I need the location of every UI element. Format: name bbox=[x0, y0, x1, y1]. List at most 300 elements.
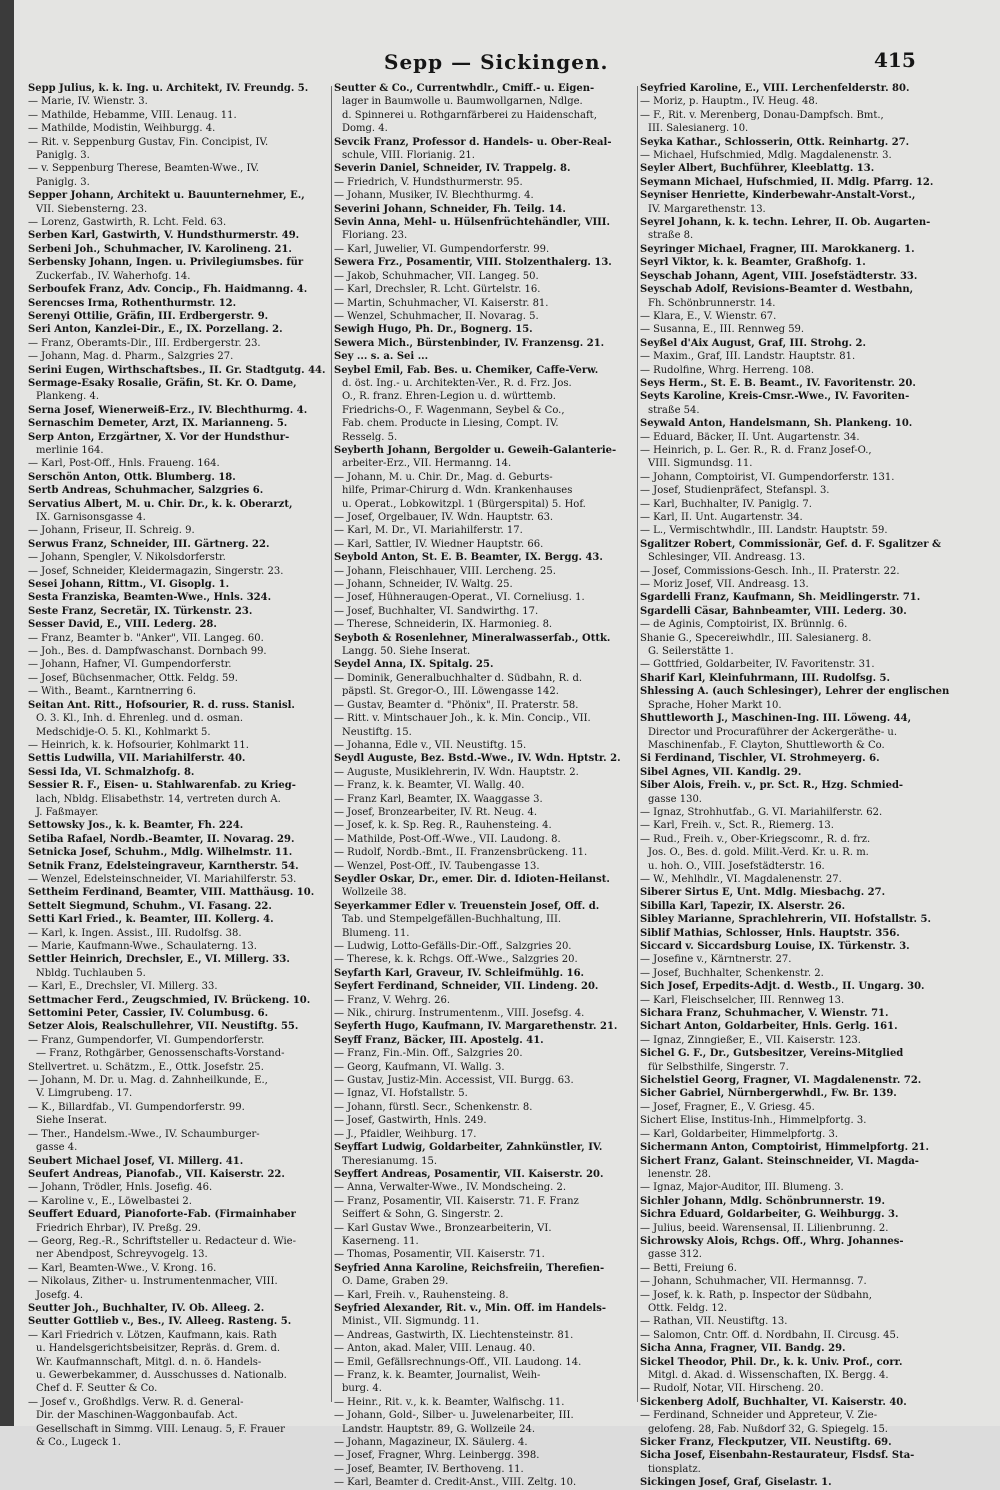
directory-entry: — L., Vermischtwhdlr., III. Landstr. Hauptstr. 59. bbox=[640, 525, 888, 537]
directory-entry: Setti Karl Fried., k. Beamter, III. Kollerg. 4. bbox=[28, 914, 274, 926]
directory-entry: u. Gewerbekammer, d. Ausschusses d. Nationalb. bbox=[36, 1370, 287, 1381]
directory-entry: — Mathilde, Modistin, Weihburgg. 4. bbox=[28, 123, 216, 135]
directory-entry: Fh. Schönbrunnerstr. 14. bbox=[648, 297, 776, 309]
directory-entry: Seutter Joh., Buchhalter, IV. Ob. Alleeg. 2. bbox=[28, 1302, 265, 1314]
directory-entry: Jos. O., Bes. d. gold. Milit.-Verd. Kr. u. R. m. bbox=[648, 847, 869, 859]
directory-entry: — Ritt. v. Mintschauer Joh., k. k. Min. Concip., VII. bbox=[334, 713, 591, 725]
directory-entry: Sertb Andreas, Schuhmacher, Salzgries 6. bbox=[28, 485, 264, 497]
column-divider bbox=[637, 86, 638, 1402]
directory-entry: Seri Anton, Kanzlei-Dir., E., IX. Porzellang. 2. bbox=[28, 324, 283, 336]
directory-entry: Sewera Mich., Bürstenbinder, IV. Franzensg. 21. bbox=[334, 337, 605, 349]
directory-entry: — Karl, k. Ingen. Assist., III. Rudolfsg. 38. bbox=[28, 927, 242, 939]
directory-entry: d. Spinnerei u. Rothgarnfärberei zu Haidenschaft, bbox=[342, 109, 597, 121]
directory-entry: Nbldg. Tuchlauben 5. bbox=[36, 967, 146, 979]
directory-entry: Seyerkammer Edler v. Treuenstein Josef, Off. d. bbox=[334, 900, 600, 912]
directory-entry: Friedrich Ehrbar), IV. Preßg. 29. bbox=[36, 1222, 201, 1234]
directory-entry: — Ignaz, Major-Auditor, III. Blumeng. 3. bbox=[640, 1182, 844, 1194]
directory-entry: Sichara Franz, Schuhmacher, V. Wienstr. 71. bbox=[640, 1008, 889, 1020]
directory-entry: — Wenzel, Post-Off., IV. Taubengasse 13. bbox=[334, 860, 540, 872]
directory-entry: — Thomas, Posamentir, VII. Kaiserstr. 71. bbox=[334, 1249, 545, 1261]
directory-entry: schule, VIII. Florianig. 21. bbox=[342, 150, 475, 162]
directory-entry: — Karl Friedrich v. Lötzen, Kaufmann, kais. Rath bbox=[28, 1329, 277, 1341]
directory-entry: — Karl, Beamter d. Credit-Anst., VIII. Zeltg. 10. bbox=[334, 1477, 577, 1489]
directory-entry: Serencses Irma, Rothenthurmstr. 12. bbox=[28, 297, 237, 309]
directory-entry: lager in Baumwolle u. Baumwollgarnen, Ndlge. bbox=[342, 96, 583, 108]
directory-entry: — Josef, Commissions-Gesch. Inh., II. Praterstr. 22. bbox=[640, 565, 900, 577]
directory-entry: Seyboth & Rosenlehner, Mineralwasserfab., Ottk. bbox=[334, 632, 611, 644]
directory-entry: — Johann, Spengler, V. Nikolsdorferstr. bbox=[28, 552, 226, 564]
directory-entry: — Karl, Fleischselcher, III. Rennweg 13. bbox=[640, 994, 845, 1006]
directory-entry: — Maxim., Graf, III. Landstr. Hauptstr. 81. bbox=[640, 351, 856, 363]
directory-entry: — Nik., chirurg. Instrumentenm., VIII. Josefsg. 4. bbox=[334, 1008, 585, 1020]
directory-entry: Serini Eugen, Wirthschaftsbes., II. Gr. Stadtgutg. 44. bbox=[28, 364, 326, 376]
directory-entry: — Julius, beeid. Warensensal, II. Lilienbrunng. 2. bbox=[640, 1222, 889, 1234]
directory-entry: u. Operat., Lobkowitzpl. 1 (Bürgerspital) 5. Hof. bbox=[342, 498, 586, 510]
directory-entry: Sickingen Josef, Graf, Giselastr. 1. bbox=[640, 1477, 832, 1489]
directory-entry: Dir. der Maschinen-Waggonbaufab. Act. bbox=[36, 1410, 238, 1422]
directory-entry: Sichra Eduard, Goldarbeiter, G. Weihburgg. 3. bbox=[640, 1209, 899, 1221]
directory-entry: Siblif Mathias, Schlosser, Hnls. Hauptstr. 356. bbox=[640, 927, 900, 939]
directory-entry: Seutter & Co., Currentwhdlr., Cmiff.- u. Eigen- bbox=[334, 83, 595, 94]
directory-entry: — Josef, Orgelbauer, IV. Wdn. Hauptstr. 63. bbox=[334, 512, 554, 523]
directory-entry: — Johann, Musiker, IV. Blechthurmg. 4. bbox=[334, 190, 534, 202]
directory-entry: Theresianumg. 15. bbox=[342, 1155, 438, 1167]
directory-entry: Serboufek Franz, Adv. Concip., Fh. Haidmanng. 4. bbox=[28, 284, 308, 296]
directory-entry: Sgardelli Franz, Kaufmann, Sh. Meidlingerstr. 71. bbox=[640, 592, 921, 604]
directory-entry: Settowsky Jos., k. k. Beamter, Fh. 224. bbox=[28, 820, 244, 832]
directory-entry: Seyschab Adolf, Revisions-Beamter d. Westbahn, bbox=[640, 284, 914, 296]
directory-entry: Josefg. 4. bbox=[36, 1289, 84, 1301]
directory-entry: — Josef v., Großhdlgs. Verw. R. d. General- bbox=[28, 1396, 244, 1408]
directory-entry: — v. Seppenburg Therese, Beamten-Wwe., IV. bbox=[28, 163, 260, 175]
directory-entry: Seyffert Andreas, Posamentir, VII. Kaiserstr. 20. bbox=[334, 1168, 604, 1180]
directory-entry: — Wenzel, Schuhmacher, II. Novarag. 5. bbox=[334, 310, 539, 322]
directory-entry: Sevcik Franz, Professor d. Handels- u. Ober-Real- bbox=[334, 136, 612, 148]
directory-entry: Sickel Theodor, Phil. Dr., k. k. Univ. Prof., corr. bbox=[640, 1356, 903, 1368]
directory-entry: lenenstr. 28. bbox=[648, 1168, 712, 1180]
directory-entry: — Josef, k. k. Sp. Reg. R., Rauhensteing. 4. bbox=[334, 820, 552, 832]
directory-entry: — Johann, fürstl. Secr., Schenkenstr. 8. bbox=[334, 1101, 533, 1113]
directory-entry: — Rudolf, Notar, VII. Hirscheng. 20. bbox=[640, 1383, 824, 1395]
directory-entry: Sichelstiel Georg, Fragner, VI. Magdalenenstr. 72. bbox=[640, 1075, 922, 1087]
page-title: Sepp — Sickingen. bbox=[384, 50, 609, 74]
directory-entry: Serschön Anton, Ottk. Blumberg. 18. bbox=[28, 471, 236, 483]
directory-entry: — Therese, Schneiderin, IX. Harmonieg. 8. bbox=[334, 619, 553, 631]
directory-entry: — Johann, Hafner, VI. Gumpendorferstr. bbox=[28, 659, 232, 671]
directory-entry: — Johann, M. Dr. u. Mag. d. Zahnheilkunde, E., bbox=[28, 1075, 268, 1087]
directory-entry: Sharif Karl, Kleinfuhrmann, III. Rudolfsg. 5. bbox=[640, 672, 890, 684]
directory-entry: Setiba Rafael, Nordb.-Beamter, II. Novarag. 29. bbox=[28, 833, 295, 845]
directory-entry: Seyringer Michael, Fragner, III. Marokkanerg. 1. bbox=[640, 243, 915, 255]
directory-entry: Seyniser Henriette, Kinderbewahr-Anstalt-Vorst., bbox=[640, 190, 916, 202]
directory-entry: III. Salesianerg. 10. bbox=[648, 123, 749, 135]
directory-entry: & Co., Lugeck 1. bbox=[36, 1437, 121, 1449]
directory-entry: straße 54. bbox=[648, 404, 700, 416]
directory-entry: Seymann Michael, Hufschmied, II. Mdlg. Pfarrg. 12. bbox=[640, 176, 934, 188]
directory-entry: — Johann, Magazineur, IX. Säulerg. 4. bbox=[334, 1437, 528, 1449]
directory-entry: — Gustav, Justiz-Min. Accessist, VII. Burgg. 63. bbox=[334, 1075, 574, 1087]
directory-entry: — Ignaz, Strohhutfab., G. VI. Mariahilferstr. 62. bbox=[640, 806, 883, 818]
directory-entry: — Rit. v. Seppenburg Gustav, Fin. Concipist, IV. bbox=[28, 136, 269, 148]
directory-entry: — Wenzel, Edelsteinschneider, VI. Mariahilferstr. 53. bbox=[28, 873, 297, 885]
directory-entry: VII. Siebensterng. 23. bbox=[36, 203, 148, 215]
directory-entry: u. hoh. O., VIII. Josefstädterstr. 16. bbox=[648, 860, 825, 872]
directory-entry: Sprache, Hoher Markt 10. bbox=[648, 699, 782, 711]
directory-entry: Sesei Johann, Rittm., VI. Gisoplg. 1. bbox=[28, 579, 230, 591]
directory-entry: — Marie, Kaufmann-Wwe., Schaulaterng. 13. bbox=[28, 941, 257, 952]
directory-entry: J. Faßmayer. bbox=[36, 806, 99, 818]
directory-entry: — Gustav, Beamter d. "Phönix", II. Praterstr. 58. bbox=[334, 699, 579, 711]
directory-entry: — Moriz Josef, VII. Andreasg. 13. bbox=[640, 579, 809, 591]
directory-entry: — Nikolaus, Zither- u. Instrumentenmacher, VIII. bbox=[28, 1276, 278, 1288]
directory-entry: Serbensky Johann, Ingen. u. Privilegiumsbes. für bbox=[28, 257, 304, 269]
directory-entry: gasse 4. bbox=[36, 1142, 78, 1154]
directory-entry: arbeiter-Erz., VII. Hermanng. 14. bbox=[342, 458, 512, 470]
directory-entry: — Josefine v., Kärntnerstr. 27. bbox=[640, 954, 792, 966]
directory-entry: — Lorenz, Gastwirth, R. Lcht. Feld. 63. bbox=[28, 217, 227, 229]
directory-entry: Serna Josef, Wienerweiß-Erz., IV. Blechthurmg. 4. bbox=[28, 404, 308, 416]
directory-entry: gasse 130. bbox=[648, 793, 702, 805]
directory-entry: — Georg, Reg.-R., Schriftsteller u. Redacteur d. Wie- bbox=[28, 1235, 296, 1247]
directory-entry: Serben Karl, Gastwirth, V. Hundsthurmerstr. 49. bbox=[28, 230, 300, 242]
directory-entry: IV. Margarethenstr. 13. bbox=[648, 203, 766, 215]
directory-entry: Sickenberg Adolf, Buchhalter, VI. Kaiserstr. 40. bbox=[640, 1396, 907, 1408]
directory-entry: Seubert Michael Josef, VI. Millerg. 41. bbox=[28, 1155, 244, 1167]
directory-entry: päpstl. St. Gregor-O., III. Löwengasse 142. bbox=[342, 686, 559, 698]
directory-entry: — Michael, Hufschmied, Mdlg. Magdalenenstr. 3. bbox=[640, 150, 892, 162]
directory-entry: Sessier R. F., Eisen- u. Stahlwarenfab. zu Krieg- bbox=[28, 780, 296, 792]
directory-entry: Seybold Anton, St. E. B. Beamter, IX. Bergg. 43. bbox=[334, 552, 603, 564]
scan-margin bbox=[0, 0, 14, 1426]
directory-entry: — Josef, Bronzearbeiter, IV. Rt. Neug. 4. bbox=[334, 806, 538, 818]
directory-entry: lach, Nbldg. Elisabethstr. 14, vertreten durch A. bbox=[36, 793, 281, 805]
directory-entry: Kaserneng. 11. bbox=[342, 1235, 419, 1247]
directory-entry: Servatius Albert, M. u. Chir. Dr., k. k. Oberarzt, bbox=[28, 498, 293, 510]
directory-entry: Setzer Alois, Realschullehrer, VII. Neustiftg. 55. bbox=[28, 1021, 299, 1033]
directory-entry: — Mathilde, Hebamme, VIII. Lenaug. 11. bbox=[28, 109, 237, 121]
directory-entry: — Franz, k. k. Beamter, VI. Wallg. 40. bbox=[334, 780, 525, 792]
directory-entry: V. Limgrubeng. 17. bbox=[36, 1088, 133, 1100]
directory-entry: O., R. franz. Ehren-Legion u. d. württemb. bbox=[342, 391, 556, 403]
directory-entry: Friedrichs-O., F. Wagenmann, Seybel & Co., bbox=[342, 404, 565, 416]
directory-entry: Sicha Josef, Eisenbahn-Restaurateur, Flsdsf. Sta- bbox=[640, 1450, 915, 1462]
directory-entry: Sey ... s. a. Sei ... bbox=[334, 351, 429, 363]
directory-entry: — Gottfried, Goldarbeiter, IV. Favoritenstr. 31. bbox=[640, 659, 875, 671]
directory-entry: O. Dame, Graben 29. bbox=[342, 1276, 449, 1288]
directory-entry: Seiffert & Sohn, G. Singerstr. 2. bbox=[342, 1209, 504, 1221]
directory-entry: tionsplatz. bbox=[648, 1463, 701, 1475]
directory-entry: — Franz Karl, Beamter, IX. Waaggasse 3. bbox=[334, 793, 543, 805]
directory-entry: Seyrel Johann, k. k. techn. Lehrer, II. Ob. Augarten- bbox=[640, 217, 931, 229]
directory-entry: Paniglg. 3. bbox=[36, 176, 90, 188]
directory-entry: — Josef, k. k. Rath, p. Inspector der Südbahn, bbox=[640, 1289, 872, 1301]
directory-entry: — Rud., Freih. v., Ober-Kriegscomr., R. d. frz. bbox=[640, 833, 871, 845]
directory-entry: Sepper Johann, Architekt u. Bauunternehmer, E., bbox=[28, 190, 305, 202]
directory-entry: Gesellschaft in Simmg. VIII. Lenaug. 5, F. Frauer bbox=[36, 1423, 285, 1435]
directory-entry: — Karl, Freih. v., Rauhensteing. 8. bbox=[334, 1289, 509, 1301]
directory-entry: Settis Ludwilla, VII. Mariahilferstr. 40. bbox=[28, 753, 246, 765]
directory-entry: Sewigh Hugo, Ph. Dr., Bognerg. 15. bbox=[334, 324, 533, 336]
directory-entry: Ottk. Feldg. 12. bbox=[648, 1302, 728, 1314]
directory-entry: ner Abendpost, Schreyvogelg. 13. bbox=[36, 1249, 208, 1261]
directory-entry: Floriang. 23. bbox=[342, 230, 408, 242]
directory-entry: — Johann, Mag. d. Pharm., Salzgries 27. bbox=[28, 351, 234, 363]
directory-entry: Schlesinger, VII. Andreasg. 13. bbox=[648, 552, 806, 564]
directory-entry: — Karl, II. Unt. Augartenstr. 34. bbox=[640, 512, 803, 523]
directory-entry: Sicha Anna, Fragner, VII. Bandg. 29. bbox=[640, 1343, 846, 1355]
directory-entry: — Johann, Trödler, Hnls. Josefig. 46. bbox=[28, 1182, 213, 1194]
directory-entry: Seyfried Alexander, Rit. v., Min. Off. im Handels- bbox=[334, 1302, 607, 1314]
directory-entry: Seys Herm., St. E. B. Beamt., IV. Favoritenstr. 20. bbox=[640, 377, 916, 389]
directory-entry: Mitgl. d. Akad. d. Wissenschaften, IX. Bergg. 4. bbox=[648, 1370, 889, 1381]
directory-entry: Seitan Ant. Ritt., Hofsourier, R. d. russ. Stanisl. bbox=[28, 699, 295, 711]
directory-entry: — Franz, Gumpendorfer, VI. Gumpendorferstr. bbox=[28, 1034, 265, 1046]
directory-entry: — Joh., Bes. d. Dampfwaschanst. Dornbach 99. bbox=[28, 646, 267, 658]
directory-entry: Settelt Siegmund, Schuhm., VI. Fasang. 22. bbox=[28, 900, 272, 912]
directory-entry: — Karl, M. Dr., VI. Mariahilferstr. 17. bbox=[334, 525, 523, 537]
directory-entry: — Johanna, Edle v., VII. Neustiftg. 15. bbox=[334, 739, 527, 751]
directory-entry: für Selbsthilfe, Singerstr. 7. bbox=[648, 1061, 789, 1073]
directory-entry: Seyff Franz, Bäcker, III. Apostelg. 41. bbox=[334, 1034, 544, 1046]
directory-entry: Siber Alois, Freih. v., pr. Sct. R., Hzg. Schmied- bbox=[640, 780, 904, 792]
directory-entry: Domg. 4. bbox=[342, 123, 388, 135]
directory-entry: Tab. und Stempelgefällen-Buchhaltung, III. bbox=[342, 914, 562, 926]
directory-entry: — Heinrich, k. k. Hofsourier, Kohlmarkt 11. bbox=[28, 739, 249, 751]
directory-entry: Minist., VII. Sigmundg. 11. bbox=[342, 1316, 480, 1328]
directory-entry: Seyßel d'Aix August, Graf, III. Strohg. 2. bbox=[640, 337, 866, 349]
directory-entry: Sibilla Karl, Tapezir, IX. Alserstr. 26. bbox=[640, 900, 846, 912]
directory-entry: Sesta Franziska, Beamten-Wwe., Hnls. 324. bbox=[28, 592, 272, 604]
directory-entry: Siccard v. Siccardsburg Louise, IX. Türkenstr. 3. bbox=[640, 941, 910, 952]
directory-entry: — Franz, V. Wehrg. 26. bbox=[334, 994, 451, 1006]
directory-entry: — Josef, Buchhalter, Schenkenstr. 2. bbox=[640, 967, 824, 979]
directory-entry: Settler Heinrich, Drechsler, E., VI. Millerg. 33. bbox=[28, 954, 290, 966]
directory-entry: — Johann, Friseur, II. Schreig. 9. bbox=[28, 525, 195, 537]
directory-entry: Sewera Frz., Posamentir, VIII. Stolzenthalerg. 13. bbox=[334, 257, 612, 269]
directory-entry: Seutter Gottlieb v., Bes., IV. Alleeg. Rasteng. 5. bbox=[28, 1316, 292, 1328]
directory-entry: — Auguste, Musiklehrerin, IV. Wdn. Hauptstr. 2. bbox=[334, 766, 579, 778]
directory-entry: Sermage-Esaky Rosalie, Gräfin, St. Kr. O. Dame, bbox=[28, 377, 297, 389]
directory-entry: Sichart Anton, Goldarbeiter, Hnls. Gerlg. 161. bbox=[640, 1021, 898, 1033]
directory-entry: — K., Billardfab., VI. Gumpendorferstr. 99. bbox=[28, 1101, 245, 1113]
directory-entry: Seybel Emil, Fab. Bes. u. Chemiker, Caffe-Verw. bbox=[334, 364, 599, 376]
directory-entry: Seyberth Johann, Bergolder u. Geweih-Galanterie- bbox=[334, 444, 617, 456]
directory-entry: — Therese, k. k. Rchgs. Off.-Wwe., Salzgries 20. bbox=[334, 954, 578, 966]
directory-entry: VIII. Sigmundsg. 11. bbox=[648, 458, 753, 470]
directory-entry: — Franz, k. k. Beamter, Journalist, Weih- bbox=[334, 1370, 541, 1381]
directory-entry: Seyfert Ferdinand, Schneider, VII. Lindeng. 20. bbox=[334, 981, 599, 993]
directory-entry: Seyfried Anna Karoline, Reichsfreiin, Therefien- bbox=[334, 1262, 605, 1274]
directory-entry: — Rathan, VII. Neustiftg. 13. bbox=[640, 1316, 788, 1328]
directory-entry: d. öst. Ing.- u. Architekten-Ver., R. d. Frz. Jos. bbox=[342, 377, 572, 389]
directory-entry: Seyka Kathar., Schlosserin, Ottk. Reinhartg. 27. bbox=[640, 136, 910, 148]
directory-entry: — Josef, Schneider, Kleidermagazin, Singerstr. 23. bbox=[28, 565, 284, 577]
directory-entry: Serp Anton, Erzgärtner, X. Vor der Hundsthur- bbox=[28, 431, 290, 443]
directory-entry: Fab. chem. Producte in Liesing, Compt. IV. bbox=[342, 418, 559, 430]
directory-entry: — Josef, Studienpräfect, Stefanspl. 3. bbox=[640, 485, 830, 497]
column-divider bbox=[331, 86, 332, 1402]
directory-entry: — Josef, Büchsenmacher, Ottk. Feldg. 59. bbox=[28, 672, 238, 684]
directory-entry: Seyschab Johann, Agent, VIII. Josefstädterstr. 33. bbox=[640, 270, 918, 282]
directory-entry: merlinie 164. bbox=[36, 444, 104, 456]
directory-entry: Sessi Ida, VI. Schmalzhofg. 8. bbox=[28, 766, 195, 778]
directory-entry: Shuttleworth J., Maschinen-Ing. III. Löweng. 44, bbox=[640, 713, 912, 725]
directory-entry: gasse 312. bbox=[648, 1249, 702, 1261]
directory-entry: — Betti, Freiung 6. bbox=[640, 1262, 737, 1274]
directory-entry: Resselg. 5. bbox=[342, 431, 398, 443]
directory-entry: Sichert Franz, Galant. Steinschneider, VI. Magda- bbox=[640, 1155, 919, 1167]
directory-entry: u. Handelsgerichtsbeisitzer, Repräs. d. Grem. d. bbox=[36, 1343, 281, 1355]
directory-entry: IX. Garnisonsgasse 4. bbox=[36, 512, 146, 523]
directory-entry: — Georg, Kaufmann, VI. Wallg. 3. bbox=[334, 1061, 505, 1073]
directory-entry: — Franz, Posamentir, VII. Kaiserstr. 71. F. Franz bbox=[334, 1195, 579, 1207]
directory-entry: Director und Procuraführer der Ackergeräthe- u. bbox=[648, 726, 897, 738]
directory-entry: Langg. 50. Siehe Inserat. bbox=[342, 646, 471, 658]
directory-entry: — Salomon, Cntr. Off. d. Nordbahn, II. Circusg. 45. bbox=[640, 1329, 899, 1341]
directory-entry: — Franz, Rothgärber, Genossenschafts-Vorstand- bbox=[36, 1048, 285, 1060]
directory-entry: Stellvertret. u. Schätzm., E., Ottk. Josefstr. 25. bbox=[28, 1061, 264, 1073]
directory-entry: Seydel Anna, IX. Spitalg. 25. bbox=[334, 659, 494, 671]
column-2 bbox=[334, 82, 634, 1489]
directory-entry: — Dominik, Generalbuchhalter d. Südbahn, R. d. bbox=[334, 672, 583, 684]
directory-entry: — Heinrich, p. L. Ger. R., R. d. Franz Josef-O., bbox=[640, 444, 872, 456]
directory-entry: — de Aginis, Comptoirist, IX. Brünnlg. 6. bbox=[640, 619, 848, 631]
directory-entry: — Karl, Goldarbeiter, Himmelpfortg. 3. bbox=[640, 1128, 839, 1140]
directory-entry: — Johann, Fleischhauer, VIII. Lercheng. 25. bbox=[334, 565, 556, 577]
directory-entry: Sgardelli Cäsar, Bahnbeamter, VIII. Lederg. 30. bbox=[640, 605, 907, 617]
directory-entry: — Anton, akad. Maler, VIII. Lenaug. 40. bbox=[334, 1343, 536, 1355]
directory-entry: — J., Pfaidler, Weihburg. 17. bbox=[334, 1128, 477, 1140]
directory-entry: Settmacher Ferd., Zeugschmied, IV. Brückeng. 10. bbox=[28, 994, 311, 1006]
column-1 bbox=[28, 82, 328, 1449]
directory-entry: — Johann, Schneider, IV. Waltg. 25. bbox=[334, 579, 513, 591]
directory-entry: Sibley Marianne, Sprachlehrerin, VII. Hofstallstr. 5. bbox=[640, 914, 931, 926]
directory-entry: Seyts Karoline, Kreis-Cmsr.-Wwe., IV. Favoriten- bbox=[640, 391, 910, 403]
directory-entry: — With., Beamt., Karntnerring 6. bbox=[28, 686, 197, 698]
directory-entry: Seufert Andreas, Pianofab., VII. Kaiserstr. 22. bbox=[28, 1168, 285, 1180]
directory-entry: — Martin, Schuhmacher, VI. Kaiserstr. 81. bbox=[334, 297, 549, 309]
directory-entry: Seyfried Karoline, E., VIII. Lerchenfelderstr. 80. bbox=[640, 83, 910, 94]
directory-entry: — Karl, Buchhalter, IV. Paniglg. 7. bbox=[640, 498, 812, 510]
directory-entry: — Klara, E., V. Wienstr. 67. bbox=[640, 310, 777, 322]
directory-entry: — Mathilde, Post-Off.-Wwe., VII. Laudong. 8. bbox=[334, 833, 561, 845]
page-number: 415 bbox=[874, 48, 916, 72]
directory-entry: Seyfarth Karl, Graveur, IV. Schleifmühlg. 16. bbox=[334, 967, 585, 979]
directory-entry: Shanie G., Specereiwhdlr., III. Salesianerg. 8. bbox=[640, 632, 872, 644]
directory-entry: Sichel G. F., Dr., Gutsbesitzer, Vereins-Mitglied bbox=[640, 1048, 904, 1060]
directory-entry: Settomini Peter, Cassier, IV. Columbusg. 6. bbox=[28, 1008, 269, 1020]
column-3 bbox=[640, 82, 950, 1489]
directory-entry: — Ignaz, Zinngießer, E., VII. Kaiserstr. 123. bbox=[640, 1034, 861, 1046]
directory-entry: Seydler Oskar, Dr., emer. Dir. d. Idioten-Heilanst. bbox=[334, 873, 610, 885]
directory-entry: — Jakob, Schuhmacher, VII. Langeg. 50. bbox=[334, 270, 539, 282]
page-header bbox=[14, 48, 1000, 78]
directory-entry: Seyffart Ludwig, Goldarbeiter, Zahnkünstler, IV. bbox=[334, 1142, 603, 1154]
directory-entry: — Karl, Post-Off., Hnls. Fraueng. 164. bbox=[28, 458, 220, 470]
directory-entry: Sichert Elise, Institus-Inh., Himmelpfortg. 3. bbox=[640, 1115, 867, 1127]
directory-entry: — Josef, Beamter, IV. Berthoveng. 11. bbox=[334, 1463, 524, 1475]
directory-entry: Wr. Kaufmannschaft, Mitgl. d. n. ö. Handels- bbox=[36, 1356, 262, 1368]
directory-entry: Shlessing A. (auch Schlesinger), Lehrer der englischen bbox=[640, 686, 950, 698]
directory-entry: — Johann, M. u. Chir. Dr., Mag. d. Geburts- bbox=[334, 471, 553, 483]
directory-entry: Severini Johann, Schneider, Fh. Teilg. 14. bbox=[334, 203, 566, 215]
directory-entry: Maschinenfab., F. Clayton, Shuttleworth & Co. bbox=[648, 739, 885, 751]
directory-entry: Serbeni Joh., Schuhmacher, IV. Karolineng. 21. bbox=[28, 243, 292, 255]
directory-entry: O. 3. Kl., Inh. d. Ehrenleg. und d. osman. bbox=[36, 713, 244, 725]
directory-entry: — Josef, Fragner, E., V. Griesg. 45. bbox=[640, 1101, 815, 1113]
directory-entry: burg. 4. bbox=[342, 1383, 382, 1395]
directory-entry: — Franz, Oberamts-Dir., III. Erdbergerstr. 23. bbox=[28, 337, 261, 349]
directory-entry: Sichrowsky Alois, Rchgs. Off., Whrg. Johannes- bbox=[640, 1235, 904, 1247]
directory-entry: — Josef, Hühneraugen-Operat., VI. Corneliusg. 1. bbox=[334, 592, 585, 604]
directory-entry: G. Seilerstätte 1. bbox=[648, 646, 734, 658]
directory-entry: — Karoline v., E., Löwelbastei 2. bbox=[28, 1195, 192, 1207]
directory-entry: Seste Franz, Secretär, IX. Türkenstr. 23. bbox=[28, 605, 253, 617]
directory-entry: — Josef, Fragner, Whrg. Leinbergg. 398. bbox=[334, 1450, 540, 1462]
directory-entry: Sepp Julius, k. k. Ing. u. Architekt, IV. Freundg. 5. bbox=[28, 83, 309, 94]
directory-entry: Sichler Johann, Mdlg. Schönbrunnerstr. 19. bbox=[640, 1195, 885, 1207]
directory-entry: Paniglg. 3. bbox=[36, 150, 90, 162]
directory-entry: Plankeng. 4. bbox=[36, 391, 100, 403]
directory-entry: — Karl, Juwelier, VI. Gumpendorferstr. 99. bbox=[334, 243, 550, 255]
directory-entry: Sich Josef, Erpedits-Adjt. d. Westb., II. Ungarg. 30. bbox=[640, 981, 925, 993]
directory-entry: Zuckerfab., IV. Waherhofg. 14. bbox=[36, 270, 191, 282]
directory-entry: Sevin Anna, Mehl- u. Hülsenfrüchtehändler, VIII. bbox=[334, 217, 610, 229]
directory-entry: Setnicka Josef, Schuhm., Mdlg. Wilhelmstr. 11. bbox=[28, 847, 293, 859]
directory-entry: Seyler Albert, Buchführer, Kleeblattg. 13. bbox=[640, 163, 875, 175]
directory-entry: — Karl, E., Drechsler, VI. Millerg. 33. bbox=[28, 981, 218, 993]
directory-entry: — Karl, Sattler, IV. Wiedner Hauptstr. 66. bbox=[334, 538, 544, 550]
directory-entry: — Rudolf, Nordb.-Bmt., II. Franzensbrückeng. 11. bbox=[334, 847, 588, 859]
directory-entry: Sesser David, E., VIII. Lederg. 28. bbox=[28, 619, 217, 631]
directory-entry: — Ther., Handelsm.-Wwe., IV. Schaumburger- bbox=[28, 1128, 260, 1140]
directory-entry: — Ferdinand, Schneider und Appreteur, V. Zie- bbox=[640, 1410, 878, 1422]
directory-entry: Settheim Ferdinand, Beamter, VIII. Matthäusg. 10. bbox=[28, 887, 315, 899]
directory-entry: Neustiftg. 15. bbox=[342, 726, 412, 738]
directory-entry: — Karl Gustav Wwe., Bronzearbeiterin, VI. bbox=[334, 1222, 552, 1234]
directory-entry: Landstr. Hauptstr. 89, G. Wollzeile 24. bbox=[342, 1423, 536, 1435]
directory-entry: — Heinr., Rit. v., k. k. Beamter, Walfischg. 11. bbox=[334, 1396, 565, 1408]
directory-entry: Seydl Auguste, Bez. Bstd.-Wwe., IV. Wdn. Hptstr. 2. bbox=[334, 753, 621, 765]
directory-entry: Blumeng. 11. bbox=[342, 927, 410, 939]
directory-entry: Sicker Franz, Fleckputzer, VII. Neustiftg. 69. bbox=[640, 1437, 892, 1449]
directory-entry: — Karl, Beamten-Wwe., V. Krong. 16. bbox=[28, 1262, 217, 1274]
directory-entry: — Johann, Gold-, Silber- u. Juwelenarbeiter, III. bbox=[334, 1410, 574, 1422]
directory-entry: Siberer Sirtus E, Unt. Mdlg. Miesbachg. 27. bbox=[640, 887, 886, 899]
directory-entry: — W., Mehlhdlr., VI. Magdalenenstr. 27. bbox=[640, 873, 842, 885]
directory-entry: Severin Daniel, Schneider, IV. Trappelg. 8. bbox=[334, 163, 571, 175]
directory-entry: — Josef, Buchhalter, VI. Sandwirthg. 17. bbox=[334, 605, 539, 617]
directory-entry: — Susanna, E., III. Rennweg 59. bbox=[640, 324, 805, 336]
directory-entry: — Karl, Freih. v., Sct. R., Riemerg. 13. bbox=[640, 820, 834, 832]
directory-entry: Si Ferdinand, Tischler, VI. Strohmeyerg. 6. bbox=[640, 753, 880, 765]
directory-entry: Sichermann Anton, Comptoirist, Himmelpfortg. 21. bbox=[640, 1142, 929, 1154]
directory-entry: — Friedrich, V. Hundsthurmerstr. 95. bbox=[334, 176, 523, 188]
directory-entry: Sibel Agnes, VII. Kandlg. 29. bbox=[640, 766, 802, 778]
directory-entry: Siehe Inserat. bbox=[36, 1115, 107, 1127]
directory-entry: Sgalitzer Robert, Commissionär, Gef. d. F. Sgalitzer & bbox=[640, 538, 942, 550]
directory-entry: — Anna, Verwalter-Wwe., IV. Mondscheing. 2. bbox=[334, 1182, 567, 1194]
directory-page bbox=[14, 0, 1000, 1489]
directory-entry: Sicher Gabriel, Nürnbergerwhdl., Fw. Br. 139. bbox=[640, 1088, 897, 1100]
directory-entry: — Franz, Fin.-Min. Off., Salzgries 20. bbox=[334, 1048, 523, 1060]
directory-entry: Seyrl Viktor, k. k. Beamter, Graßhofg. 1. bbox=[640, 257, 866, 269]
directory-entry: — Marie, IV. Wienstr. 3. bbox=[28, 96, 148, 108]
directory-entry: Seuffert Eduard, Pianoforte-Fab. (Firmainhaber bbox=[28, 1209, 296, 1221]
directory-entry: — Ludwig, Lotto-Gefälls-Dir.-Off., Salzgries 20. bbox=[334, 941, 572, 952]
directory-entry: — Karl, Drechsler, R. Lcht. Gürtelstr. 16. bbox=[334, 284, 541, 296]
directory-entry: Sernaschim Demeter, Arzt, IX. Marianneng. 5. bbox=[28, 418, 288, 430]
